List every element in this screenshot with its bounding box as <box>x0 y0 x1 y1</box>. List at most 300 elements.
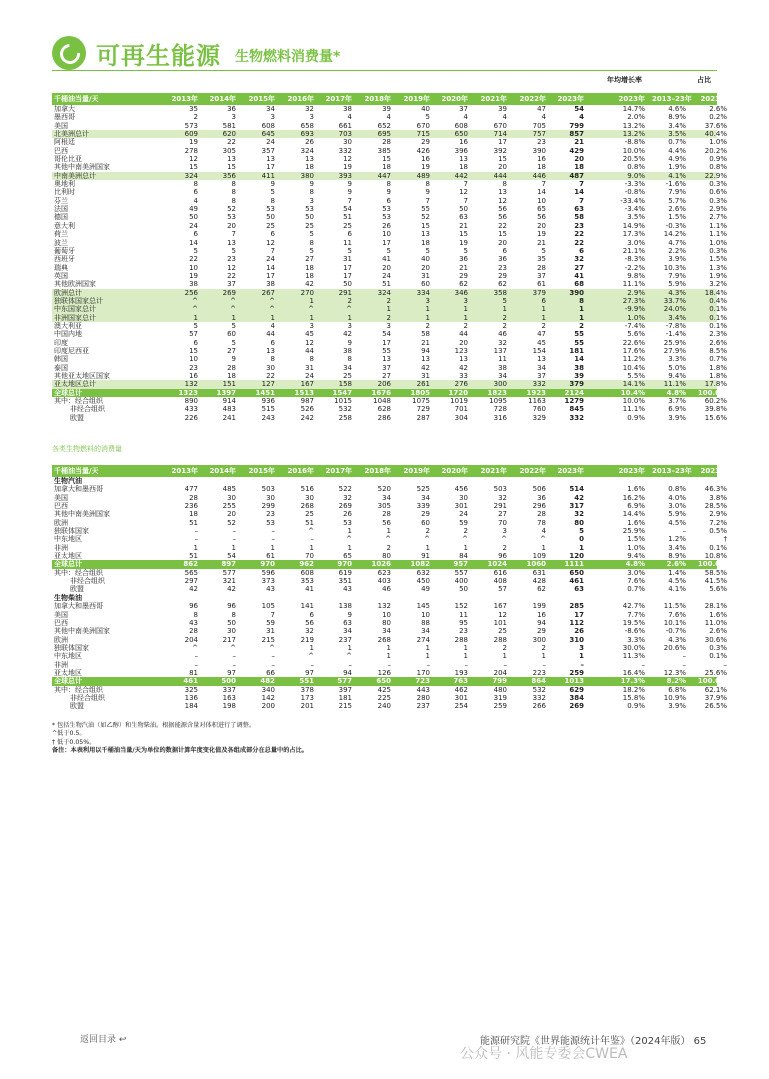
cell-value: 962 <box>299 560 314 569</box>
cell-growth: 5.9% <box>668 280 686 289</box>
cell-growth: 3.4% <box>668 313 686 322</box>
cell-value: 10 <box>189 355 198 364</box>
cell-value: 2 <box>579 321 584 330</box>
year-header: 2018年 <box>364 467 391 475</box>
row-label: 加拿大 <box>54 105 75 113</box>
back-to-contents-link[interactable] <box>80 1032 126 1045</box>
cell-value: 256 <box>184 288 198 297</box>
cell-value: 8 <box>231 610 236 619</box>
cell-value: 46 <box>382 585 391 594</box>
cell-growth: 3.4% <box>668 543 686 552</box>
cell-value: 254 <box>454 702 468 711</box>
cell-growth: 3.7% <box>668 397 686 406</box>
cell-value: 34 <box>266 105 275 113</box>
cell-growth: 4.7% <box>668 238 686 247</box>
cell-value: ^ <box>230 643 236 652</box>
row-label: 中东地区 <box>54 652 82 661</box>
cell-value: 215 <box>261 635 275 644</box>
cell-value: 339 <box>416 502 430 511</box>
cell-value: 32 <box>498 493 507 502</box>
cell-value: 332 <box>338 146 352 155</box>
cell-growth: 1.0% <box>709 238 727 247</box>
cell-value: 4 <box>541 527 546 536</box>
cell-value: 29 <box>498 271 507 280</box>
cell-value: 34 <box>421 627 430 636</box>
cell-growth: 1.8% <box>709 372 727 380</box>
cell-growth: -3.3% <box>624 180 645 189</box>
cell-value: 258 <box>338 413 352 422</box>
cell-value: 17 <box>266 163 275 172</box>
table-row <box>52 121 727 130</box>
cell-value: 24 <box>266 138 275 147</box>
cell-value: 123 <box>454 346 468 355</box>
year-header: 2023年 <box>557 95 584 103</box>
cell-growth: -1.6% <box>665 180 686 189</box>
cell-value: 332 <box>532 380 546 389</box>
cell-value: 60 <box>421 280 430 289</box>
cell-growth: 0.9% <box>627 413 645 422</box>
row-label: 哥伦比亚 <box>54 155 82 164</box>
cell-value: 652 <box>377 121 391 130</box>
cell-value: 16 <box>537 155 546 164</box>
row-label: 巴西 <box>54 502 68 511</box>
cell-value: 477 <box>184 485 198 494</box>
cell-value: 532 <box>532 685 546 694</box>
table-row <box>52 346 727 355</box>
cell-value: 632 <box>416 568 430 577</box>
year-header: 2017年 <box>325 467 352 475</box>
cell-value: 80 <box>382 618 391 627</box>
row-label: 非经合组织 <box>70 405 105 414</box>
cell-value: 33 <box>459 372 468 380</box>
cell-value: 291 <box>338 288 352 297</box>
row-label: 美国 <box>54 493 68 502</box>
cell-value: ^ <box>501 535 507 544</box>
table-row <box>52 163 727 172</box>
cell-value: 6 <box>347 230 352 239</box>
cell-value: 1323 <box>178 388 198 397</box>
cell-value: 34 <box>343 627 352 636</box>
note-line: † 低于0.05%。 <box>52 738 96 746</box>
cell-value: 138 <box>338 602 352 611</box>
row-label: 北美洲总计 <box>54 130 89 139</box>
cell-value: 520 <box>377 485 391 494</box>
cell-value: 62 <box>498 280 507 289</box>
cell-growth: 18.2% <box>622 685 645 694</box>
cell-value: 310 <box>569 635 584 644</box>
table-row <box>52 113 727 122</box>
cell-value: 1 <box>425 543 430 552</box>
cell-growth: 1.5% <box>668 213 686 222</box>
cell-value: 384 <box>569 693 584 702</box>
cell-value: 42 <box>343 330 352 339</box>
table-row <box>52 594 717 602</box>
cell-value: 400 <box>454 577 468 586</box>
cell-value: 13 <box>266 346 275 355</box>
cell-value: 7 <box>347 196 352 205</box>
cell-growth: 0.3% <box>709 196 727 205</box>
table-row <box>52 602 727 611</box>
cell-growth: 3.9% <box>668 413 686 422</box>
cell-growth: 4.8% <box>625 560 645 569</box>
cell-value: 1 <box>425 643 430 652</box>
cell-value: 24 <box>305 372 314 380</box>
cell-value: – <box>194 660 198 669</box>
cell-value: 268 <box>377 635 391 644</box>
cell-value: 37 <box>382 363 391 372</box>
row-label: 比利时 <box>54 188 75 197</box>
cell-value: 158 <box>338 380 352 389</box>
cell-value: 608 <box>261 121 275 130</box>
cell-value: 319 <box>493 693 507 702</box>
cell-value: 40 <box>421 255 430 264</box>
year-header: 2013年 <box>171 467 198 475</box>
year-header: 2021年 <box>480 467 507 475</box>
cell-value: 39 <box>498 105 507 113</box>
cell-value: ^ <box>346 535 352 544</box>
cell-value: 78 <box>537 518 546 527</box>
growth-header: 2023年 <box>700 95 727 103</box>
table-row <box>52 271 727 280</box>
cell-value: 15 <box>189 346 198 355</box>
cell-value: 242 <box>300 413 314 422</box>
cell-value: 56 <box>382 518 391 527</box>
cell-value: 329 <box>532 413 546 422</box>
cell-value: 1 <box>231 313 236 322</box>
cell-value: 29 <box>537 627 546 636</box>
cell-value: 325 <box>184 685 198 694</box>
table-row <box>52 171 727 180</box>
cell-value: 34 <box>343 363 352 372</box>
cell-value: 65 <box>343 552 352 561</box>
cell-growth: 20.2% <box>704 146 727 155</box>
cell-growth: 9.8% <box>627 271 645 280</box>
cell-value: 13 <box>305 155 314 164</box>
cell-value: 1 <box>386 527 391 536</box>
cell-growth: -0.3% <box>665 221 686 230</box>
cell-value: 243 <box>261 413 275 422</box>
cell-value: ^ <box>346 652 352 661</box>
cell-growth: 39.8% <box>704 405 727 414</box>
cell-value: 288 <box>493 635 507 644</box>
cell-value: 70 <box>498 518 507 527</box>
cell-value: 13 <box>266 155 275 164</box>
cell-value: 50 <box>189 213 198 222</box>
table-row <box>52 146 727 155</box>
cell-growth: 19.5% <box>622 618 645 627</box>
cell-value: 21 <box>459 221 468 230</box>
cell-growth: 14.7% <box>622 105 645 113</box>
cell-value: 305 <box>222 146 236 155</box>
table-row <box>52 388 727 397</box>
table-row <box>52 585 727 594</box>
row-label: 欧盟 <box>70 413 84 422</box>
cell-value: 8 <box>502 180 507 189</box>
cell-value: 80 <box>574 518 584 527</box>
cell-value: 390 <box>532 146 546 155</box>
cell-value: 45 <box>305 330 314 339</box>
cell-growth: 40.4% <box>704 130 727 139</box>
cell-value: 44 <box>266 330 275 339</box>
cell-value: 957 <box>453 560 468 569</box>
cell-value: – <box>387 660 391 669</box>
cell-value: 5 <box>541 246 546 255</box>
cell-value: 1 <box>309 313 314 322</box>
cell-value: 31 <box>305 363 314 372</box>
cell-growth: 1.5% <box>709 255 727 264</box>
cell-value: 6 <box>270 338 275 347</box>
year-header: 2022年 <box>519 467 546 475</box>
cell-value: 503 <box>493 485 507 494</box>
cell-value: 623 <box>377 568 391 577</box>
cell-value: 15 <box>459 230 468 239</box>
cell-value: 8 <box>193 180 198 189</box>
cell-value: 34 <box>421 493 430 502</box>
cell-value: 18 <box>574 163 584 172</box>
cell-value: 81 <box>189 668 198 677</box>
cell-value: 38 <box>574 363 584 372</box>
cell-value: 24 <box>266 255 275 264</box>
cell-value: 461 <box>183 677 198 686</box>
cell-value: 167 <box>300 380 314 389</box>
cell-value: 390 <box>569 288 584 297</box>
cell-value: 173 <box>300 693 314 702</box>
cell-value: 3 <box>309 113 314 122</box>
row-label: 墨西哥 <box>54 113 75 122</box>
cell-value: 204 <box>493 668 507 677</box>
cell-value: 7 <box>541 180 546 189</box>
year-header: 2022年 <box>519 95 546 103</box>
cell-value: 22 <box>227 138 236 147</box>
back-label[interactable]: 返回目录 <box>80 1035 117 1045</box>
row-label: 其他欧洲国家 <box>54 280 96 289</box>
cell-value: 30 <box>459 493 468 502</box>
cell-value: 1 <box>502 305 507 314</box>
cell-value: 565 <box>184 568 198 577</box>
cell-value: 9 <box>386 188 391 197</box>
cell-value: 27 <box>227 346 236 355</box>
cell-value: 1026 <box>371 560 391 569</box>
cell-value: 54 <box>343 205 352 214</box>
cell-value: 1111 <box>564 560 584 569</box>
cell-value: 799 <box>492 677 507 686</box>
cell-value: 1 <box>193 313 198 322</box>
table-row <box>52 610 727 619</box>
cell-growth: 16.2% <box>622 493 645 502</box>
cell-value: 25 <box>305 221 314 230</box>
cell-growth: 30.0% <box>622 643 645 652</box>
cell-value: 763 <box>453 677 468 686</box>
cell-value: 278 <box>184 146 198 155</box>
cell-value: 181 <box>569 346 584 355</box>
cell-value: 1 <box>463 305 468 314</box>
cell-value: 324 <box>184 171 198 180</box>
cell-growth: 6.9% <box>668 405 686 414</box>
cell-value: 337 <box>222 685 236 694</box>
cell-growth: 2.9% <box>627 288 645 297</box>
cell-value: 13 <box>537 355 546 364</box>
cell-growth: 4.4% <box>668 146 686 155</box>
cell-value: 266 <box>532 702 546 711</box>
cell-value: 29 <box>421 138 430 147</box>
cell-value: 23 <box>574 221 584 230</box>
cell-value: 7 <box>231 230 236 239</box>
cell-growth: 1.5% <box>627 535 645 544</box>
cell-value: 32 <box>305 627 314 636</box>
cell-value: 7 <box>270 610 275 619</box>
cell-value: 609 <box>184 130 198 139</box>
cell-value: 1 <box>386 652 391 661</box>
cell-value: 15 <box>227 163 236 172</box>
cell-value: 5 <box>309 230 314 239</box>
cell-value: 65 <box>537 205 546 214</box>
cell-value: – <box>542 660 546 669</box>
cell-value: 42 <box>421 363 430 372</box>
cell-value: 42 <box>574 493 584 502</box>
cell-value: 37 <box>459 105 468 113</box>
cell-value: 56 <box>537 213 546 222</box>
cell-value: 723 <box>415 677 430 686</box>
cell-value: – <box>271 535 275 544</box>
cell-value: 2124 <box>564 388 584 397</box>
cell-value: 6 <box>502 246 507 255</box>
cell-value: 237 <box>338 635 352 644</box>
cell-value: ^ <box>308 305 314 314</box>
cell-value: – <box>232 652 236 661</box>
table-row <box>52 230 727 239</box>
cell-growth: 3.3% <box>627 635 645 644</box>
cell-value: 50 <box>266 213 275 222</box>
cell-value: 1 <box>386 643 391 652</box>
cell-growth: 10.0% <box>622 397 645 406</box>
cell-growth: 14.1% <box>622 380 645 389</box>
cell-value: 25 <box>498 627 507 636</box>
row-label: 欧洲 <box>54 635 68 644</box>
note-line: * 包括生物汽油（如乙醇）和生物柴油。根据能源含量对体积进行了调整。 <box>52 722 256 729</box>
cell-value: 40 <box>421 105 430 113</box>
cell-value: – <box>232 660 236 669</box>
cell-value: 63 <box>574 205 584 214</box>
cell-value: – <box>194 652 198 661</box>
cell-value: 32 <box>343 493 352 502</box>
cell-value: 9 <box>347 188 352 197</box>
row-label: 中国内地 <box>54 330 82 339</box>
cell-growth: 100.0% <box>697 388 727 397</box>
cell-value: 1 <box>347 643 352 652</box>
cell-value: 91 <box>421 552 430 561</box>
cell-value: 1 <box>579 652 584 661</box>
cell-value: ^ <box>230 296 236 305</box>
cell-value: 619 <box>338 568 352 577</box>
cell-value: 2 <box>463 527 468 536</box>
year-header: 2020年 <box>441 95 468 103</box>
cell-value: – <box>580 660 584 669</box>
cell-value: 21 <box>421 338 430 347</box>
cell-growth: 46.3% <box>704 485 727 494</box>
cell-value: 53 <box>382 213 391 222</box>
cell-value: 433 <box>184 405 198 414</box>
cell-value: 526 <box>300 405 314 414</box>
cell-value: 2 <box>502 313 507 322</box>
cell-value: 482 <box>260 677 275 686</box>
table-row <box>52 246 727 255</box>
cell-value: 18 <box>459 163 468 172</box>
row-label: 泰国 <box>54 363 68 372</box>
cell-growth: 100.0% <box>697 677 727 686</box>
row-label: 亚太地区总计 <box>54 380 96 389</box>
cell-value: 380 <box>300 171 314 180</box>
cell-value: 31 <box>421 271 430 280</box>
row-label: 独联体国家 <box>54 643 89 652</box>
cell-value: 55 <box>421 205 430 214</box>
growth-header: 2023年 <box>618 95 645 103</box>
cell-value: 54 <box>574 105 584 113</box>
cell-value: 241 <box>222 413 236 422</box>
table-row <box>52 130 727 139</box>
cell-value: 19 <box>343 163 352 172</box>
cell-value: 5 <box>386 246 391 255</box>
cell-growth: 4.3% <box>668 288 686 297</box>
cell-growth: 1.6% <box>709 610 727 619</box>
cell-value: 1 <box>541 313 546 322</box>
cell-value: 2 <box>386 313 391 322</box>
cell-value: 53 <box>266 518 275 527</box>
cell-value: 12 <box>305 338 314 347</box>
cell-value: 7 <box>270 246 275 255</box>
cell-value: 1163 <box>528 397 546 406</box>
cell-value: 332 <box>532 693 546 702</box>
cell-value: 26 <box>382 221 391 230</box>
row-label: 印度尼西亚 <box>54 346 89 355</box>
cell-value: 3 <box>502 527 507 536</box>
renewable-logo-icon <box>52 36 86 70</box>
cell-value: 316 <box>493 413 507 422</box>
table-row <box>52 552 727 561</box>
cell-value: 3 <box>231 113 236 122</box>
row-label: 非经合组织 <box>70 693 105 702</box>
cell-growth: 5.7% <box>668 196 686 205</box>
row-label: 欧洲 <box>54 518 68 527</box>
cell-value: 14 <box>574 188 584 197</box>
cell-growth: 3.0% <box>627 568 645 577</box>
cell-value: 19 <box>537 230 546 239</box>
cell-value: 5 <box>231 338 236 347</box>
cell-growth: 5.0% <box>668 363 686 372</box>
row-label: 其他中南美洲国家 <box>54 510 110 519</box>
cell-value: 36 <box>537 493 546 502</box>
cell-value: 12 <box>498 196 507 205</box>
cell-growth: 5.6% <box>627 330 645 339</box>
cell-value: 37 <box>227 280 236 289</box>
cell-value: 1 <box>193 543 198 552</box>
cell-value: 38 <box>498 363 507 372</box>
cell-value: 1 <box>386 305 391 314</box>
cell-value: 5 <box>231 321 236 330</box>
cell-growth: 1.1% <box>709 221 727 230</box>
cell-value: 8 <box>193 610 198 619</box>
cell-value: 29 <box>459 271 468 280</box>
cell-growth: 11.1% <box>622 405 645 414</box>
cell-value: 11 <box>343 238 352 247</box>
cell-value: 2 <box>502 321 507 330</box>
cell-value: 425 <box>377 685 391 694</box>
cell-growth: 14.4% <box>622 510 645 519</box>
row-label: 全球总计 <box>54 677 82 686</box>
row-label: 印度 <box>54 338 68 347</box>
year-header: 2019年 <box>403 467 430 475</box>
cell-value: 8 <box>231 196 236 205</box>
cell-value: 27 <box>498 510 507 519</box>
